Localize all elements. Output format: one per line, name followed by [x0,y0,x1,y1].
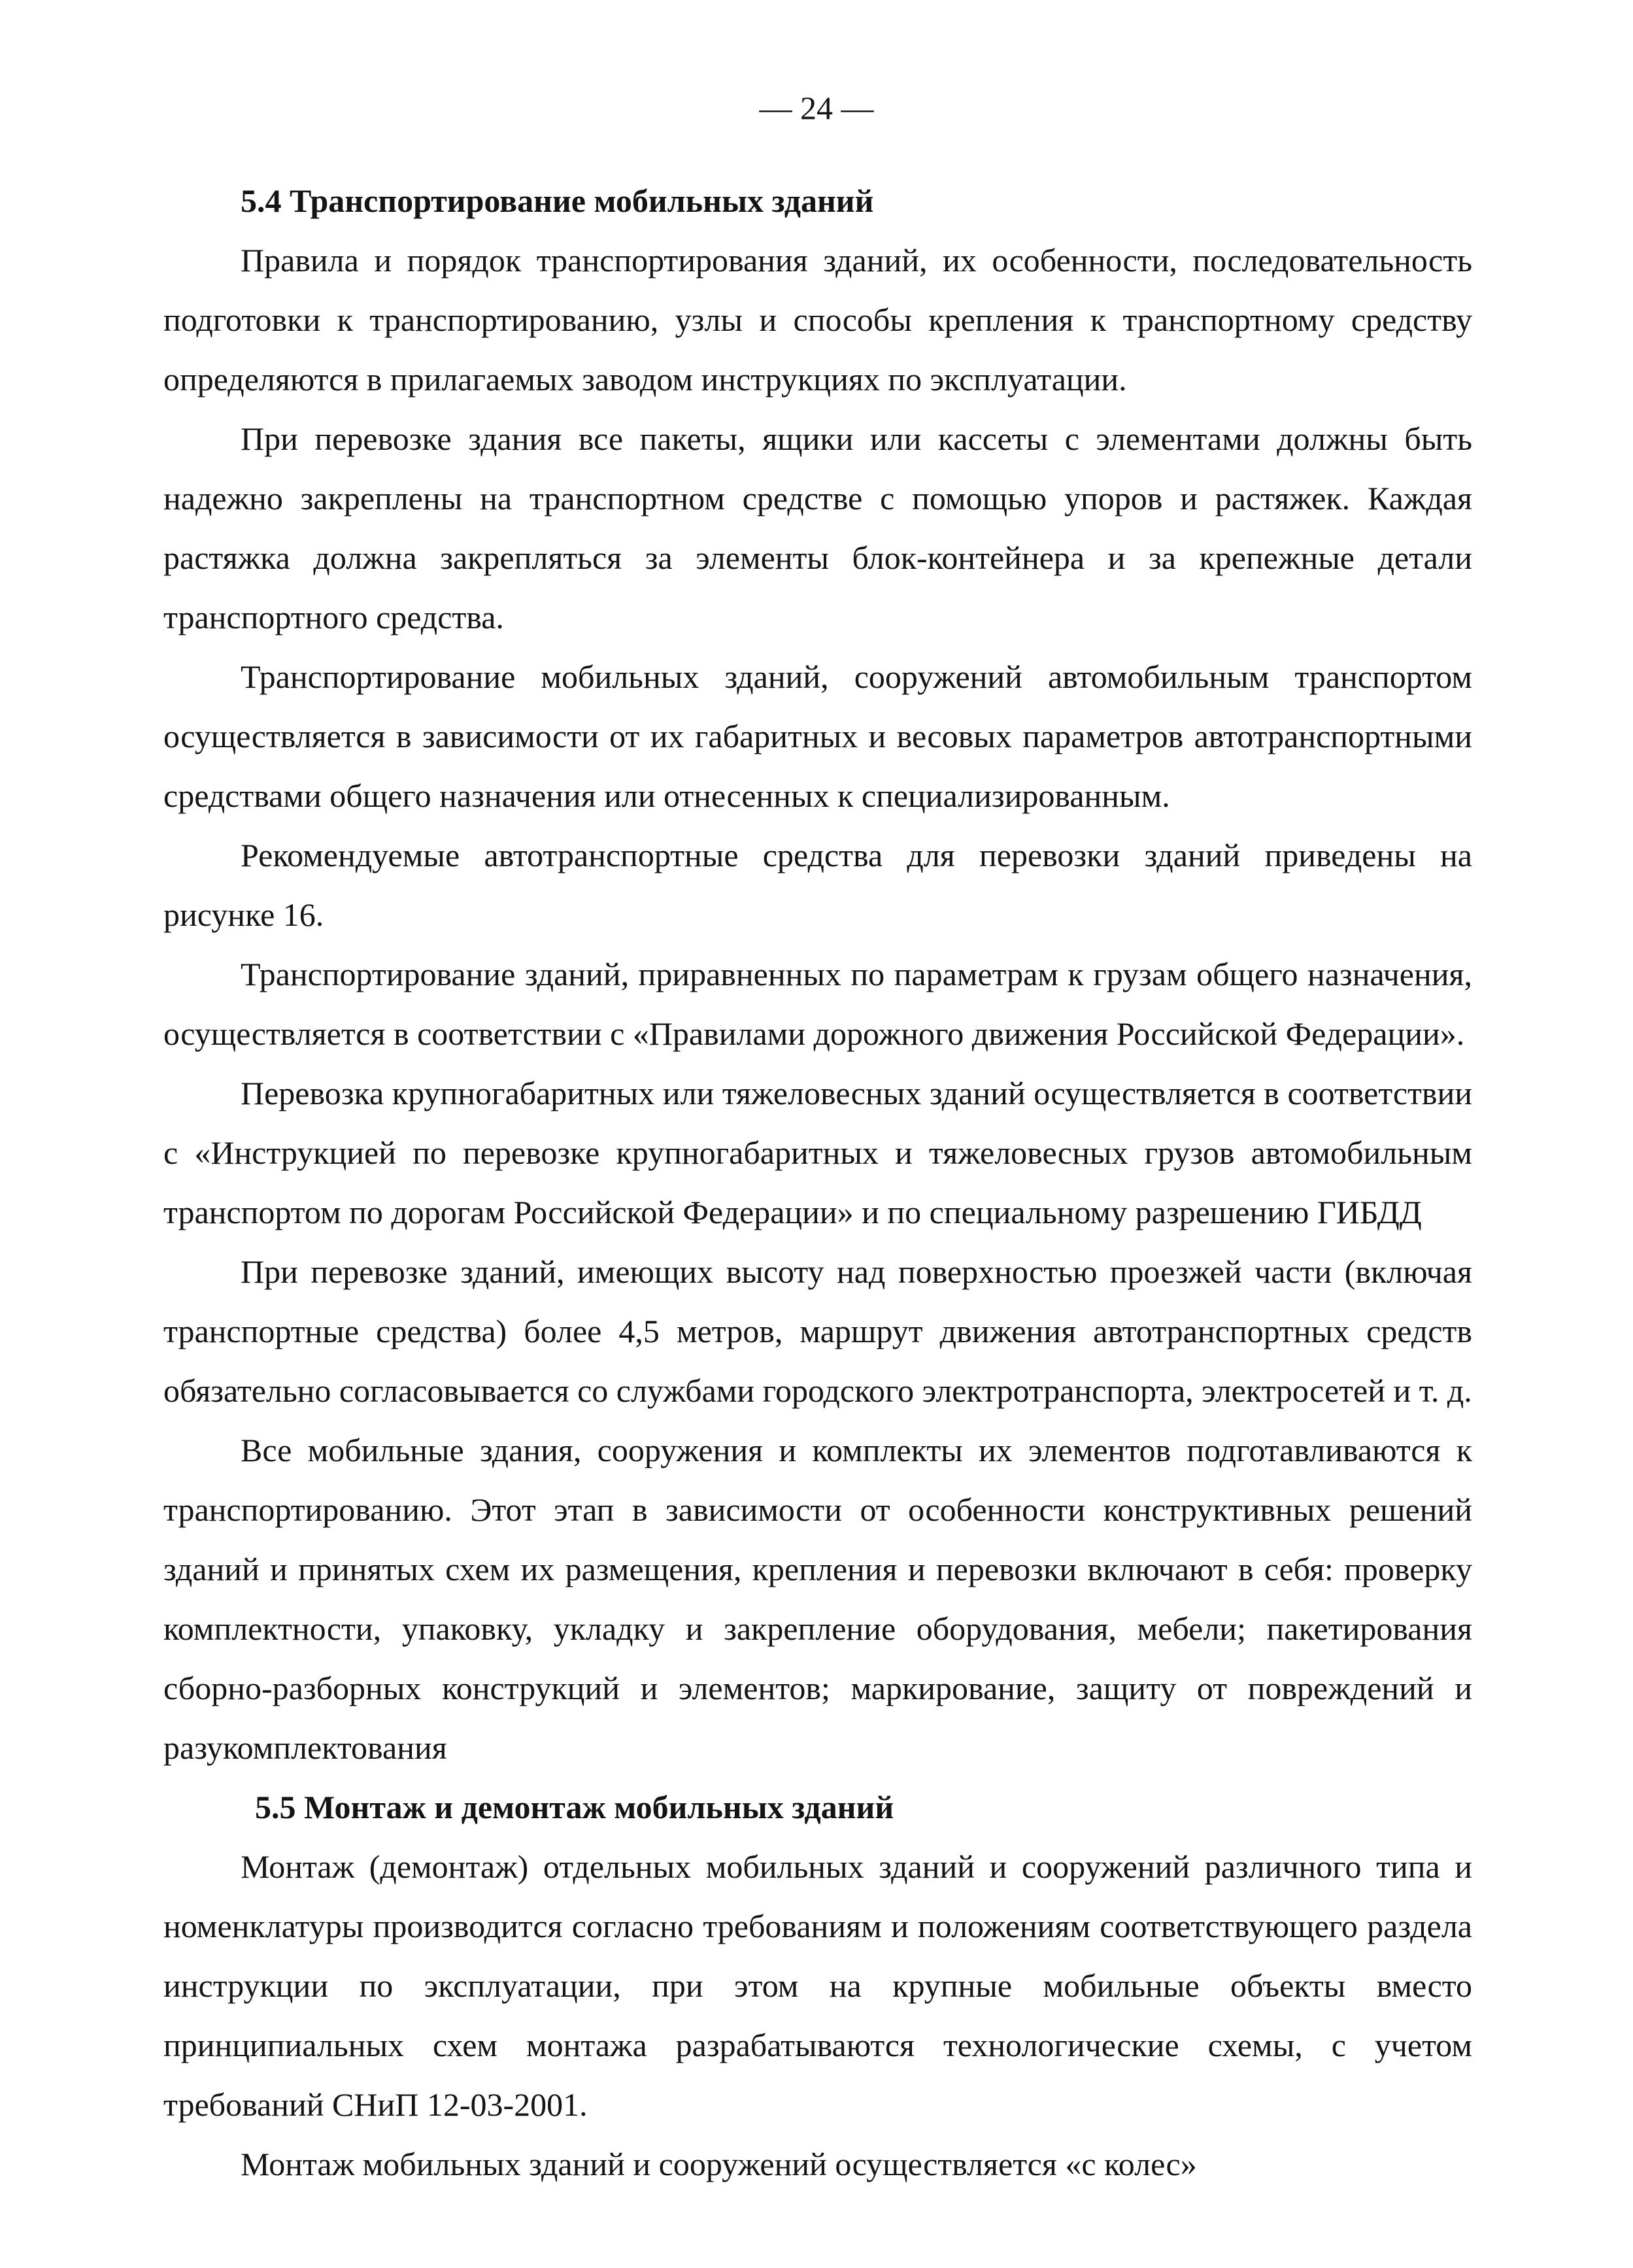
paragraph: Правила и порядок транспортирования зданий, их особенности, последовательность подготовки к транспортированию, узлы и способы крепления к транспортному средству определяются в прилагаемых заводом инструкциях по эксплуатации. [163,242,1472,398]
paragraph: Транспортирование зданий, приравненных по параметрам к грузам общего назначения, осуществляется в соответствии с «Правилами дорожного движения Российской Федерации». [163,956,1472,1052]
paragraph: При перевозке здания все пакеты, ящики или кассеты с элементами должны быть надежно закреплены на транспортном средстве с помощью упоров и растяжек. Каждая растяжка должна закрепляться за элементы блок-контейнера и за крепежные детали транспортного средства. [163,420,1472,635]
paragraph: При перевозке зданий, имеющих высоту над поверхностью проезжей части (включая транспортные средства) более 4,5 метров, маршрут движения автотранспортных средств обязательно согласовывается со службами городского электротранспорта, электросетей и т. д. [163,1253,1472,1409]
section-heading-5-4: 5.4 Транспортирование мобильных зданий [241,182,874,219]
paragraph: Монтаж (демонтаж) отдельных мобильных зданий и сооружений различного типа и номенклатуры производится согласно требованиям и положениям соответствующего раздела инструкции по эксплуатации, при этом на крупные мобильные объекты вместо принципиальных схем монтажа разрабатываются технологические схемы, с учетом требований СНиП 12-03-2001. [163,1848,1472,2123]
paragraph: Транспортирование мобильных зданий, сооружений автомобильным транспортом осуществляется в зависимости от их габаритных и весовых параметров автотранспортными средствами общего назначения или отнесенных к специализированным. [163,658,1472,814]
paragraph: Все мобильные здания, сооружения и комплекты их элементов подготавливаются к транспортированию. Этот этап в зависимости от особенности конструктивных решений зданий и принятых схем их размещения, крепления и перевозки включают в себя: проверку комплектности, упаковку, укладку и закрепление оборудования, мебели; пакетирования сборно-разборных конструкций и элементов; маркирование, защиту от повреждений и разукомплектования [163,1432,1472,1766]
paragraph: Перевозка крупногабаритных или тяжеловесных зданий осуществляется в соответствии с «Инструкцией по перевозке крупногабаритных и тяжеловесных грузов автомобильным транспортом по дорогам Российской Федерации» и по специальному разрешению ГИБДД [163,1075,1472,1230]
paragraph: Монтаж мобильных зданий и сооружений осуществляется «с колес» [241,2146,1197,2182]
page-content [163,171,1472,2194]
section-heading-5-5: 5.5 Монтаж и демонтаж мобильных зданий [255,1789,894,1825]
page-number: — 24 — [759,90,874,126]
paragraph: Рекомендуемые автотранспортные средства для перевозки зданий приведены на рисунке 16. [163,837,1472,933]
